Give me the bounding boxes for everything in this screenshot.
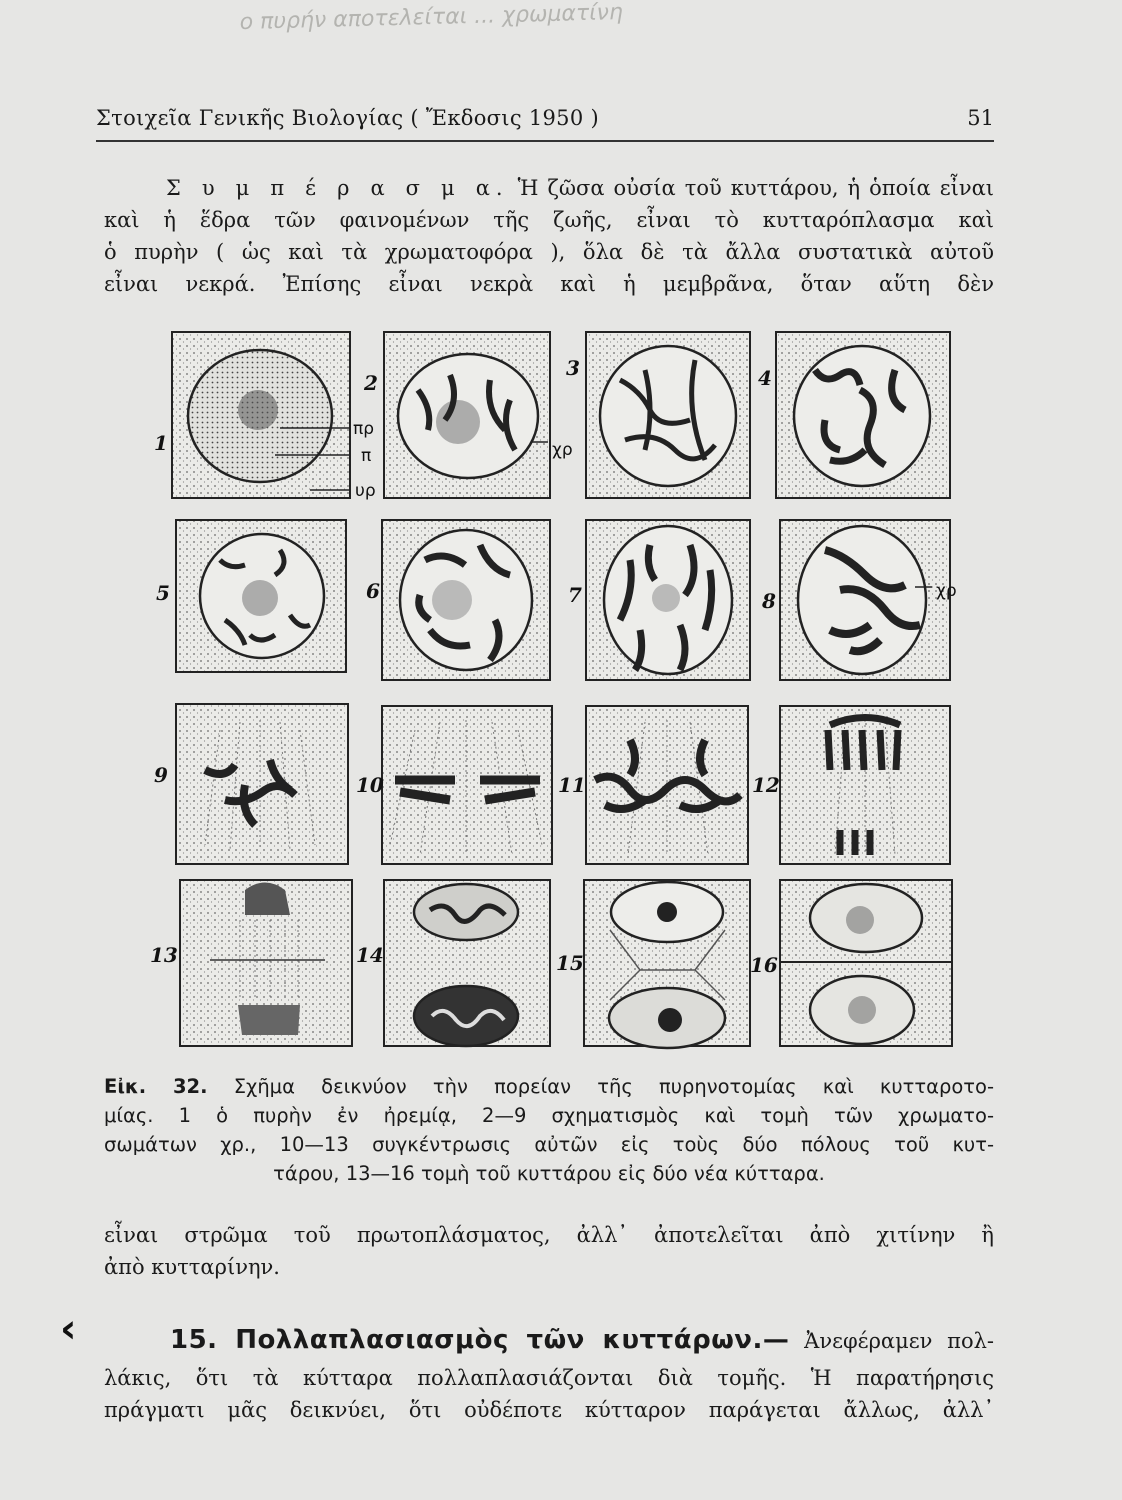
- running-header: [96, 106, 994, 142]
- label-yr: υρ: [355, 481, 376, 501]
- caption-line: τάρου, 13—16 τομὴ τοῦ κυττάρου εἰς δύο νέα κύτταρα.: [273, 1162, 825, 1185]
- mitosis-diagram: [150, 330, 1002, 1065]
- cell-panel-10: [382, 706, 552, 864]
- paragraph-line: [104, 1324, 994, 1362]
- panel-number: 12: [752, 773, 780, 797]
- figure-caption: [104, 1072, 994, 1188]
- panel-number: 14: [356, 943, 384, 967]
- panel-number: 16: [750, 953, 778, 977]
- conclusion-lead: Σ υ μ π έ ρ α σ μ α.: [166, 176, 509, 200]
- panel-number: 15: [556, 951, 584, 975]
- cell-panel-13: [180, 880, 352, 1046]
- cell-panel-9: [176, 704, 348, 864]
- cell-panel-11: [586, 706, 748, 864]
- panel-number: 8: [762, 589, 776, 613]
- cell-panel-4: [776, 332, 950, 498]
- label-pr: πρ: [353, 419, 375, 439]
- cell-panel-16: [780, 880, 952, 1046]
- paragraph-line: εἶναι στρῶμα τοῦ πρωτοπλάσματος, ἀλλ᾽ ἀποτελεῖται ἀπὸ χιτίνην ἢ: [104, 1223, 994, 1247]
- cell-panel-5: [176, 520, 346, 672]
- cell-panel-7: [586, 520, 750, 680]
- cell-panel-8: [780, 520, 950, 680]
- panel-number: 7: [568, 583, 582, 607]
- panel-number: 4: [758, 366, 772, 390]
- panel-number: 5: [156, 581, 170, 605]
- mitosis-figure: [150, 330, 1002, 1065]
- caption-text: Σχῆμα δεικνύον τὴν πορείαν τῆς πυρηνοτομίας καὶ κυτταροτο-: [233, 1075, 995, 1098]
- handwritten-note: ο πυρήν αποτελείται ... χρωματίνη: [239, 0, 624, 36]
- section-15: [104, 1324, 994, 1426]
- conclusion-paragraph: [104, 172, 994, 300]
- cell-panel-3: [586, 332, 750, 498]
- paragraph-text: Ἀνεφέραμεν πολ-: [804, 1329, 994, 1353]
- paragraph-line: πράγματι μᾶς δεικνύει, ὅτι οὐδέποτε κύτταρον παράγεται ἄλλως, ἀλλ᾽: [104, 1398, 994, 1422]
- paragraph-line: ἀπὸ κυτταρίνην.: [104, 1255, 280, 1279]
- paragraph-line: εἶναι νεκρά. Ἐπίσης εἶναι νεκρὰ καὶ ἡ μεμβρᾶνα, ὅταν αὕτη δὲν: [104, 272, 994, 296]
- label-p: π: [361, 446, 372, 466]
- paragraph-line: ὁ πυρὴν ( ὡς καὶ τὰ χρωματοφόρα ), ὅλα δὲ τὰ ἄλλα συστατικὰ αὐτοῦ: [104, 240, 994, 264]
- section-heading: 15. Πολλαπλασιασμὸς τῶν κυττάρων.—: [170, 1325, 790, 1355]
- header-title: Στοιχεῖα Γενικῆς Βιολογίας ( Ἔκδοσις 1950 ): [96, 106, 599, 130]
- caption-line: μίας. 1 ὁ πυρὴν ἐν ἠρεμίᾳ, 2—9 σχηματισμὸς καὶ τομὴ τῶν χρωματο-: [104, 1104, 994, 1127]
- membrane-paragraph: [104, 1219, 994, 1283]
- paragraph-line: [104, 172, 994, 204]
- panel-number: 6: [366, 579, 380, 603]
- cell-panel-12: [780, 706, 950, 864]
- caption-label: Εἰκ. 32.: [104, 1075, 208, 1098]
- panel-number: 3: [566, 356, 580, 380]
- label-chr: χρ: [552, 440, 573, 460]
- panel-number: 9: [154, 763, 168, 787]
- page-number: 51: [967, 106, 994, 130]
- panel-number: 2: [364, 371, 378, 395]
- panel-number: 13: [150, 943, 178, 967]
- caption-line: [104, 1072, 994, 1101]
- cell-panel-15: [584, 880, 750, 1048]
- panel-number: 10: [356, 773, 384, 797]
- margin-mark: ‹: [60, 1306, 77, 1352]
- label-chr: χρ: [936, 581, 957, 601]
- cell-panel-1: [172, 332, 350, 498]
- cell-panel-2: [384, 332, 550, 498]
- paragraph-line: λάκις, ὅτι τὰ κύτταρα πολλαπλασιάζονται διὰ τομῆς. Ἡ παρατήρησις: [104, 1366, 994, 1390]
- cell-panel-14: [384, 880, 550, 1046]
- caption-line: σωμάτων χρ., 10—13 συγκέντρωσις αὐτῶν εἰς τοὺς δύο πόλους τοῦ κυτ-: [104, 1133, 994, 1156]
- paragraph-line: καὶ ἡ ἕδρα τῶν φαινομένων τῆς ζωῆς, εἶναι τὸ κυτταρόπλασμα καὶ: [104, 208, 994, 232]
- cell-panel-6: [382, 520, 550, 680]
- panel-number: 11: [558, 773, 586, 797]
- panel-number: 1: [154, 431, 168, 455]
- paragraph-text: Ἡ ζῶσα οὐσία τοῦ κυττάρου, ἡ ὁποία εἶναι: [517, 176, 994, 200]
